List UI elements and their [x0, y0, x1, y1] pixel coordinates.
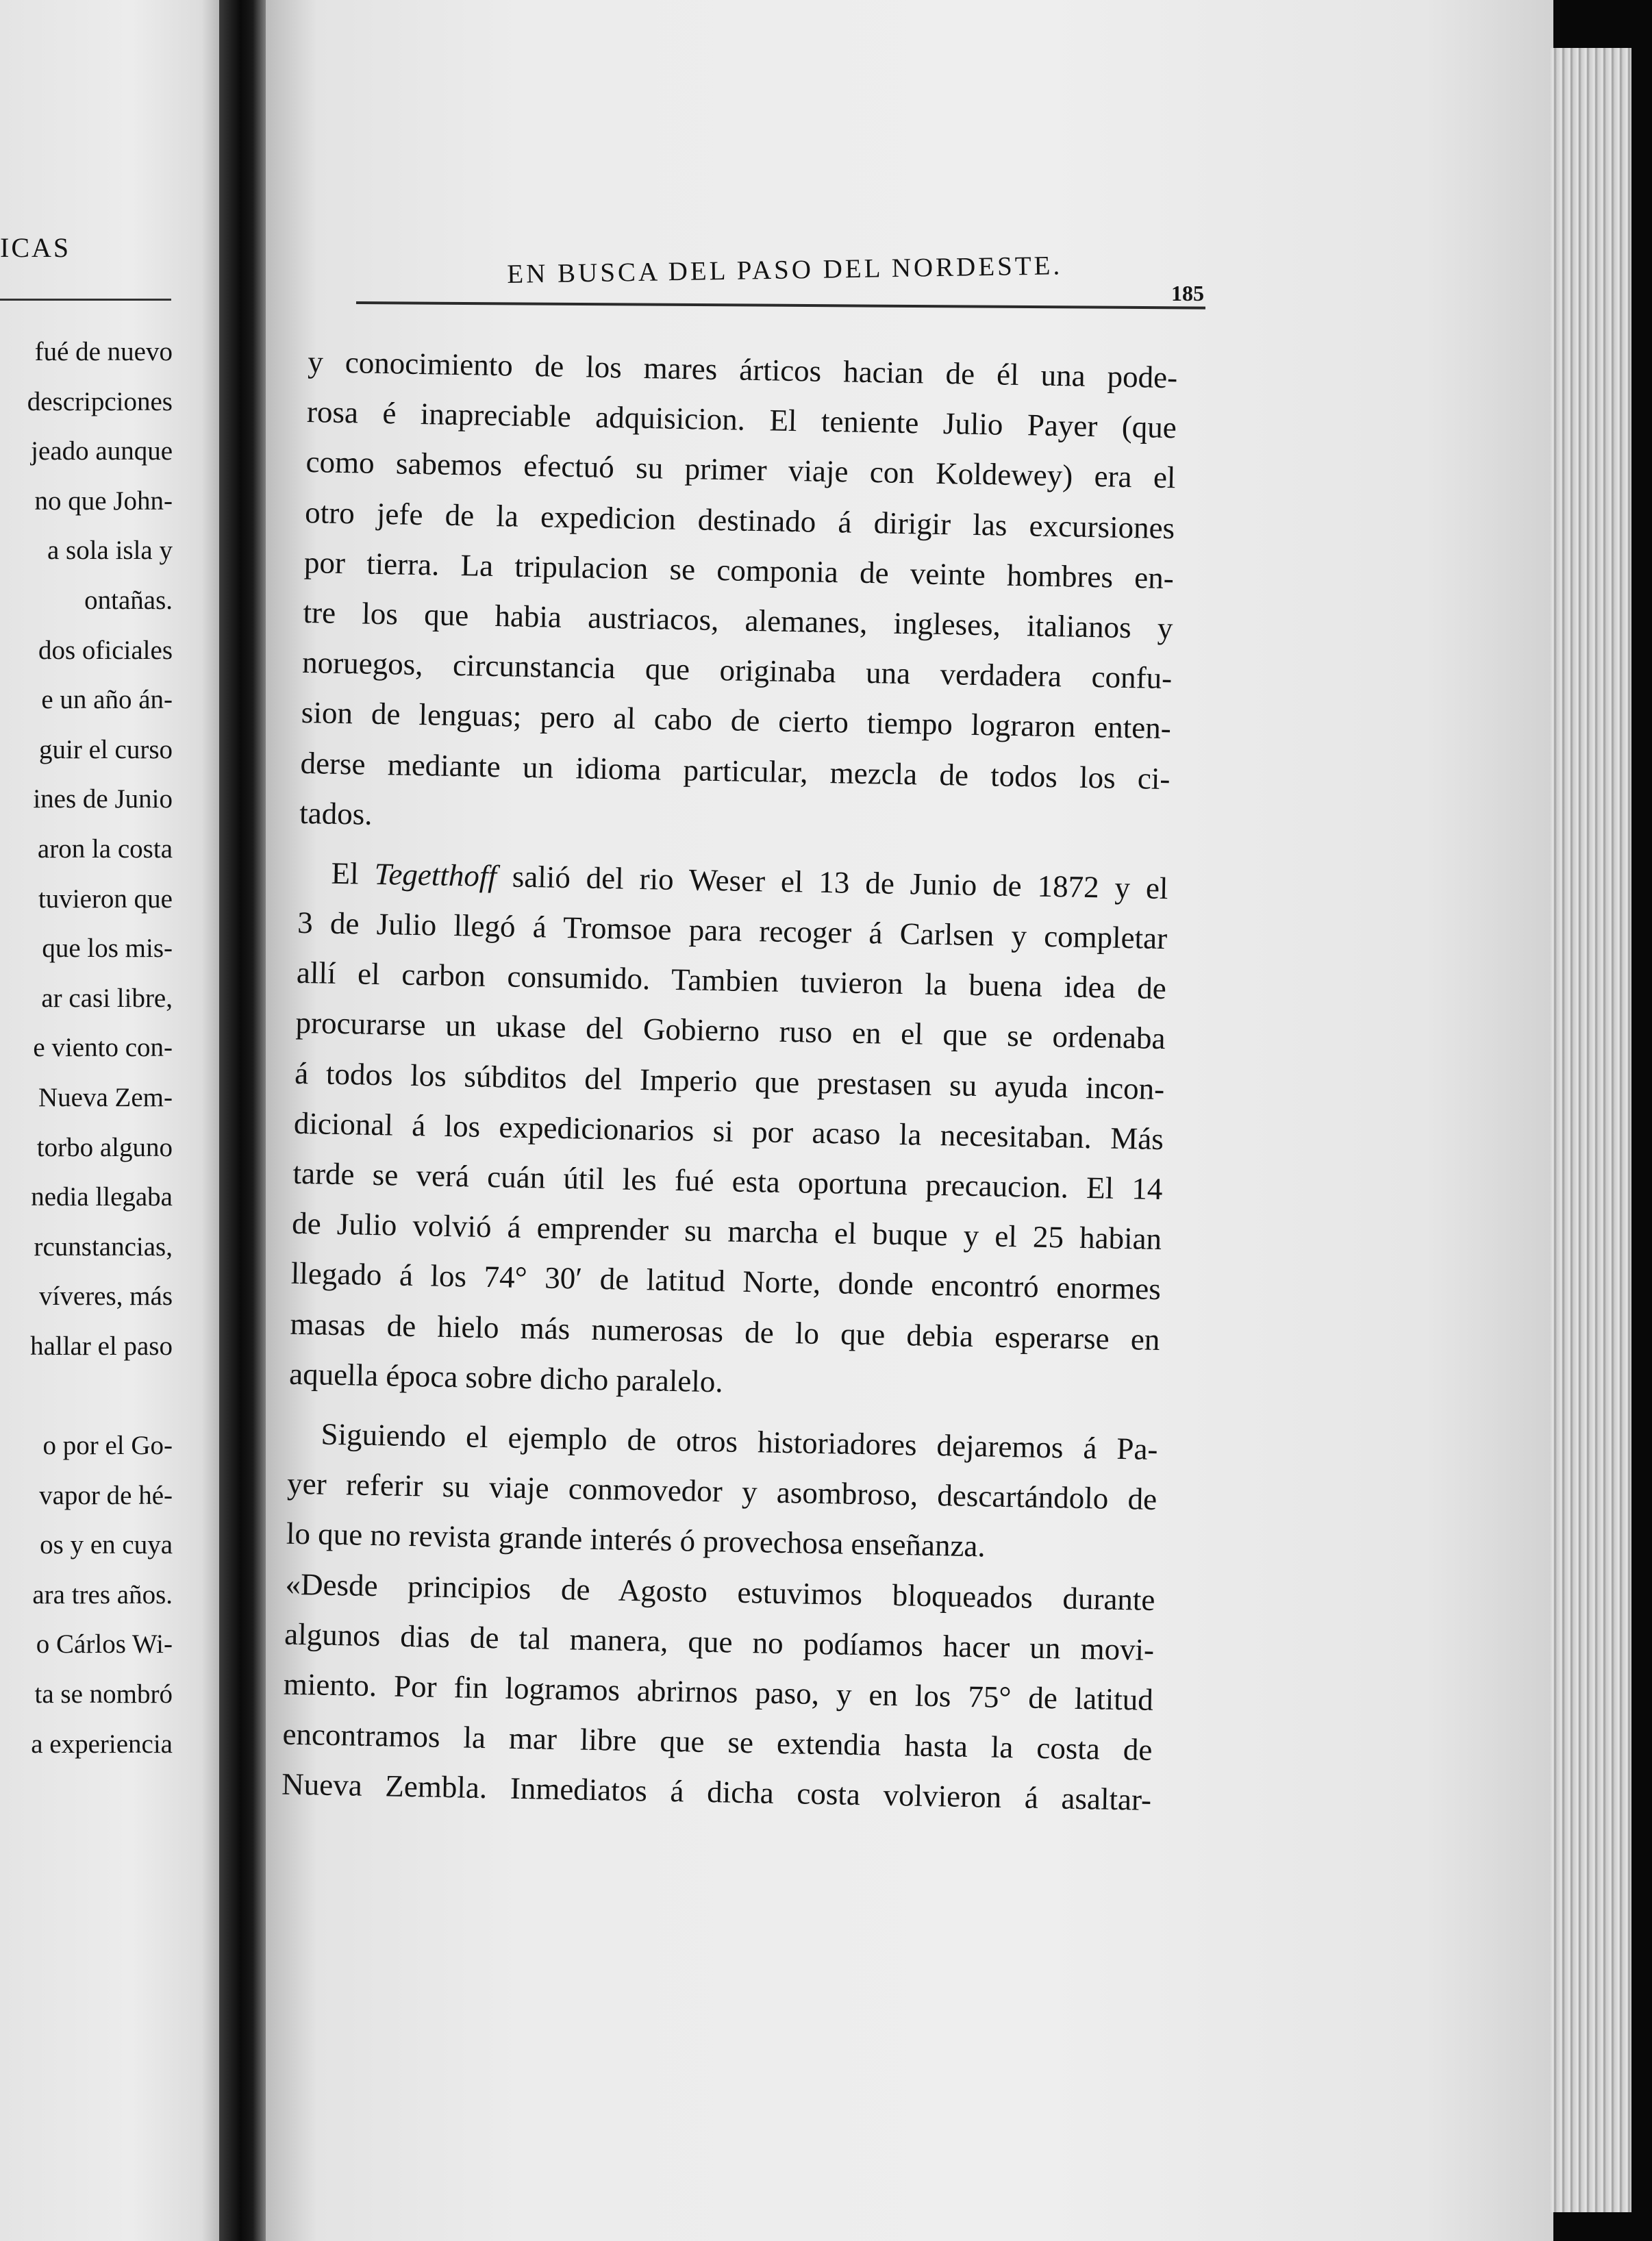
left-line	[0, 1371, 173, 1421]
text-line: dicional á los expedicionarios si por acaso la necesitaban. Más	[293, 1105, 1164, 1156]
left-line: ontañas.	[84, 585, 173, 615]
text-line: á todos los súbditos del Imperio que prestasen su ayuda incon-	[294, 1055, 1165, 1106]
text-line: otro jefe de la expedicion destinado á dirigir las excursiones	[304, 494, 1175, 545]
text-line: rosa é inapreciable adquisicion. El teniente Julio Payer (que	[306, 395, 1177, 445]
text-line: tarde se verá cuán útil les fué esta oportuna precaucion. El 14	[292, 1155, 1163, 1207]
text-line: sion de lenguas; pero al cabo de cierto tiempo lograron enten-	[301, 695, 1172, 746]
text-line: «Desde principios de Agosto estuvimos bloqueados durante	[285, 1566, 1155, 1617]
left-line: hallar el paso	[30, 1331, 173, 1361]
text-line: tre los que habia austriacos, alemanes, ingleses, italianos y	[303, 594, 1173, 646]
text-line: de Julio volvió á emprender su marcha el buque y el 25 habian	[291, 1205, 1162, 1257]
left-line: fué de nuevo	[34, 337, 173, 366]
left-page	[0, 0, 219, 2241]
text-line: Nueva Zembla. Inmediatos á dicha costa volvieron á asaltar-	[281, 1766, 1152, 1818]
left-line: guir el curso	[39, 734, 173, 764]
text-line: algunos dias de tal manera, que no podíamos hacer un movi-	[284, 1616, 1155, 1667]
left-line: a sola isla y	[47, 536, 173, 566]
text-line: derse mediante un idioma particular, mezcla de todos los ci-	[300, 745, 1171, 796]
left-page-running-head: ICAS	[0, 232, 71, 263]
text-line: por tierra. La tripulacion se componia de veinte hombres en-	[303, 544, 1175, 595]
left-line: o Cárlos Wi-	[36, 1629, 173, 1660]
ship-name: Tegetthoff	[374, 856, 497, 894]
text-line: y conocimiento de los mares árticos hacian de él una pode-	[307, 344, 1178, 395]
left-line: e viento con-	[33, 1033, 173, 1063]
text-run: salió del rio Weser el 13 de Junio de 1872 y el	[496, 859, 1168, 906]
left-page-text	[0, 327, 173, 1769]
left-line: jeado aunque	[31, 436, 173, 466]
text-line: 3 de Julio llegó á Tromsoe para recoger á Carlsen y completar	[297, 905, 1168, 956]
text-line: miento. Por fin logramos abrirnos paso, y en los 75° de latitud	[283, 1666, 1154, 1717]
left-line: a experiencia	[31, 1729, 173, 1759]
text-line: masas de hielo más numerosas de lo que debia esperarse en	[290, 1306, 1160, 1357]
left-line: no que John-	[34, 486, 173, 516]
left-line: rcunstancias,	[34, 1231, 173, 1262]
running-head: EN BUSCA DEL PASO DEL NORDESTE.	[507, 251, 1063, 289]
left-line: vapor de hé-	[39, 1480, 173, 1510]
text-line: allí el carbon consumido. Tambien tuvieron la buena idea de	[296, 955, 1167, 1006]
body-text	[281, 337, 1178, 1825]
text-line: lo que no revista grande interés ó provechosa enseñanza.	[286, 1516, 986, 1564]
left-line: dos oficiales	[38, 635, 173, 665]
text-line: llegado á los 74° 30′ de latitud Norte, donde encontró enormes	[290, 1256, 1162, 1307]
left-line: ta se nombró	[34, 1679, 173, 1710]
left-line: o por el Go-	[42, 1431, 173, 1461]
text-line: yer referir su viaje conmovedor y asombroso, descartándolo de	[286, 1466, 1157, 1517]
text-line: procurarse un ukase del Gobierno ruso en el que se ordenaba	[295, 1005, 1166, 1056]
left-line: ar casi libre,	[41, 983, 173, 1013]
text-line: aquella época sobre dicho paralelo.	[288, 1356, 724, 1399]
left-line: tuvieron que	[38, 884, 173, 914]
left-line: descripciones	[27, 386, 173, 416]
text-line: tados.	[299, 795, 373, 831]
page-edges	[1549, 48, 1631, 2212]
left-line: os y en cuya	[40, 1530, 173, 1560]
left-line: que los mis-	[42, 934, 173, 964]
left-page-head-rule	[0, 299, 171, 301]
left-line: ara tres años.	[32, 1579, 173, 1610]
text-line-paragraph-start: Siguiendo el ejemplo de otros historiadores dejaremos á Pa-	[321, 1416, 1158, 1466]
left-line: ines de Junio	[33, 784, 173, 814]
left-line: víveres, más	[39, 1281, 173, 1312]
left-line: Nueva Zem-	[38, 1082, 173, 1112]
left-line: nedia llegaba	[31, 1182, 173, 1212]
left-line: aron la costa	[37, 834, 173, 864]
text-run: El	[331, 855, 375, 891]
text-line: como sabemos efectuó su primer viaje con Koldewey) era el	[305, 445, 1176, 495]
page-number: 185	[1171, 281, 1204, 305]
text-line: encontramos la mar libre que se extendia hasta la costa de	[282, 1716, 1153, 1767]
left-line: e un año án-	[41, 685, 173, 715]
text-line: noruegos, circunstancia que originaba una verdadera confu-	[301, 645, 1173, 696]
book-gutter	[219, 0, 267, 2241]
left-line: torbo alguno	[36, 1132, 173, 1162]
